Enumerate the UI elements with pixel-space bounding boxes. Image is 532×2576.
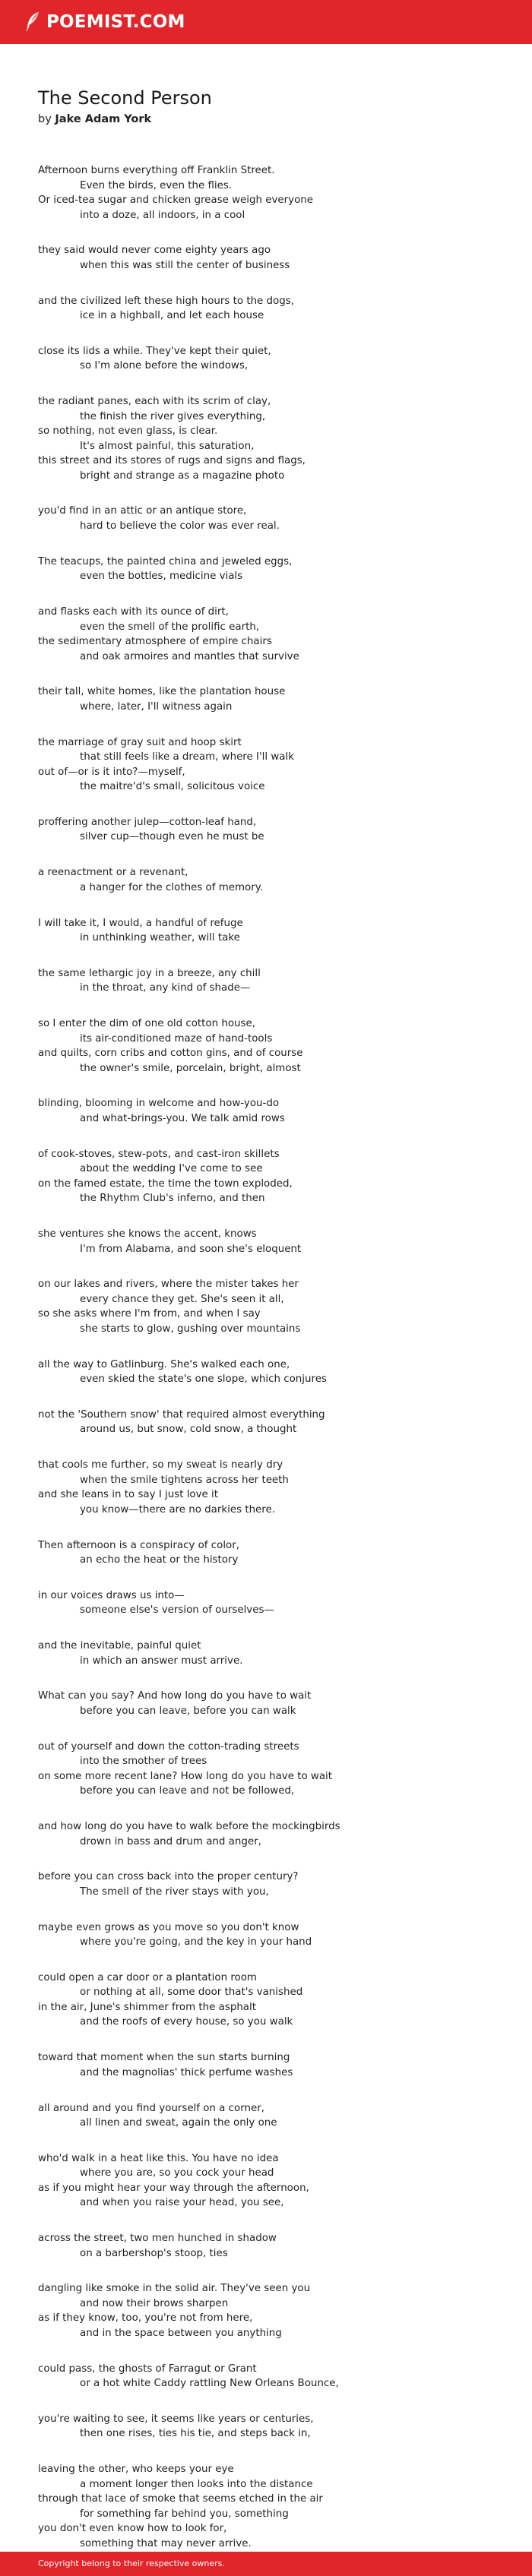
stanza xyxy=(38,1689,509,1718)
poem-line: blinding, blooming in welcome and how-you-do xyxy=(38,1098,280,1110)
stanza xyxy=(38,1458,509,1517)
poem-line: where you're going, and the key in your hand xyxy=(80,1936,312,1949)
poem-line: Then afternoon is a conspiracy of color, xyxy=(38,1539,240,1551)
poem-line: even skied the state's one slope, which conjures xyxy=(80,1373,327,1386)
site-logo-text xyxy=(46,10,185,34)
poem-line: before you can leave, before you can walk xyxy=(80,1705,296,1717)
poem-line: when this was still the center of business xyxy=(80,259,290,271)
poem-line: the maitre'd's small, solicitous voice xyxy=(80,781,265,793)
poem-line: the Rhythm Club's inferno, and then xyxy=(80,1193,265,1205)
stanza xyxy=(38,1971,509,2030)
stanza xyxy=(38,1147,509,1206)
poem-line: leaving the other, who keeps your eye xyxy=(38,2464,234,2476)
poem-line: this street and its stores of rugs and signs and flags, xyxy=(38,455,306,467)
poem-line: and quilts, corn cribs and cotton gins, and of course xyxy=(38,1048,303,1060)
poem-line: hard to believe the color was ever real. xyxy=(80,520,280,532)
stanza xyxy=(38,1408,509,1437)
poem-line: It's almost painful, this saturation, xyxy=(80,440,255,452)
stanza xyxy=(38,2050,509,2080)
poem-line: you don't even know how to look for, xyxy=(38,2523,227,2535)
poem-line: and now their brows sharpen xyxy=(80,2297,229,2309)
poem-line: around us, but snow, cold snow, a thought xyxy=(80,1424,297,1436)
poem-line: where you are, so you cock your head xyxy=(80,2167,274,2179)
poem-line: maybe even grows as you move so you don't know xyxy=(38,1921,299,1933)
poem-line: then one rises, ties his tie, and steps back in, xyxy=(80,2428,311,2440)
poem-line: and the inevitable, painful quiet xyxy=(38,1640,201,1652)
poem-line: who'd walk in a heat like this. You have no idea xyxy=(38,2152,279,2164)
stanza xyxy=(38,815,509,845)
stanza xyxy=(38,1819,509,1849)
poem-line: The smell of the river stays with you, xyxy=(80,1885,269,1898)
byline xyxy=(38,111,151,128)
stanza xyxy=(38,2362,509,2391)
poem-line: on our lakes and rivers, where the mister takes her xyxy=(38,1279,299,1291)
poem-line: you know—there are no darkies there. xyxy=(80,1503,276,1516)
poem-line: you're waiting to see, it seems like years or centuries, xyxy=(38,2413,314,2425)
poem-line: and she leans in to say I just love it xyxy=(38,1489,219,1501)
author-name[interactable]: Jake Adam York xyxy=(55,113,152,125)
stanza xyxy=(38,735,509,795)
poem-line: so she asks where I'm from, and when I say xyxy=(38,1308,261,1320)
poem-line: on a barbershop's stoop, ties xyxy=(80,2247,228,2259)
poem-line: the marriage of gray suit and hoop skirt xyxy=(38,736,242,748)
poem-line: before you can leave and not be followed, xyxy=(80,1785,295,1797)
poem-line: about the wedding I've come to see xyxy=(80,1163,263,1175)
poem-line: a reenactment or a revenant, xyxy=(38,867,188,879)
poem-line: silver cup—though even he must be xyxy=(80,831,264,843)
poem-line: of cook-stoves, stew-pots, and cast-iron skillets xyxy=(38,1148,280,1160)
poem-line: even the smell of the prolific earth, xyxy=(80,621,260,633)
poem-line: not the 'Southern snow' that required almost everything xyxy=(38,1408,325,1421)
poem-line: they said would never come eighty years ago xyxy=(38,245,271,257)
stanza xyxy=(38,294,509,324)
byline-prefix: by xyxy=(38,113,52,125)
poem-line: and when you raise your head, you see, xyxy=(80,2197,284,2209)
poem-line: so I enter the dim of one old cotton house, xyxy=(38,1018,255,1030)
site-logo-light: IST.COM xyxy=(103,12,185,32)
poem-line: toward that moment when the sun starts burning xyxy=(38,2052,290,2064)
poem-line: Afternoon burns everything off Franklin Street. xyxy=(38,165,275,176)
site-footer xyxy=(0,2552,532,2576)
poem-line: and what-brings-you. We talk amid rows xyxy=(80,1112,285,1124)
poem-line: Even the birds, even the flies. xyxy=(80,179,233,191)
copyright-notice: Copyright belong to their respective owners. xyxy=(38,2559,225,2568)
poem-line: you'd find in an attic or an antique store, xyxy=(38,505,247,517)
poem-line: The teacups, the painted china and jeweled eggs, xyxy=(38,555,293,567)
poem-line: and how long do you have to walk before the mockingbirds xyxy=(38,1821,340,1833)
poem-line: Or iced-tea sugar and chicken grease weigh everyone xyxy=(38,194,314,206)
stanza xyxy=(38,2101,509,2131)
stanza xyxy=(38,1227,509,1256)
poem-line: so nothing, not even glass, is clear. xyxy=(38,425,218,438)
poem-line: something that may never arrive. xyxy=(80,2537,252,2549)
poem-line: as if you might hear your way through the afternoon, xyxy=(38,2182,309,2194)
poem-line: and oak armoires and mantles that survive xyxy=(80,650,299,662)
stanza xyxy=(38,1277,509,1336)
stanza xyxy=(38,394,509,483)
poem-line: bright and strange as a magazine photo xyxy=(80,469,285,482)
stanza xyxy=(38,344,509,374)
stanza xyxy=(38,1588,509,1618)
poem-line: the finish the river gives everything, xyxy=(80,410,266,422)
poem-line: the sedimentary atmosphere of empire chairs xyxy=(38,636,272,648)
poem-line: the same lethargic joy in a breeze, any chill xyxy=(38,967,261,979)
poem-line: every chance they get. She's seen it all, xyxy=(80,1293,284,1305)
stanza xyxy=(38,2151,509,2211)
poem-line: I'm from Alabama, and soon she's eloquent xyxy=(80,1243,302,1255)
poem-line: and the roofs of every house, so you walk xyxy=(80,2016,293,2028)
poem-line: that cools me further, so my sweat is nearly dry xyxy=(38,1459,283,1471)
stanza xyxy=(38,1870,509,1899)
poem-line: as if they know, too, you're not from here, xyxy=(38,2312,253,2325)
poem-line: for something far behind you, something xyxy=(80,2508,289,2520)
poem-line: close its lids a while. They've kept their quiet, xyxy=(38,345,271,357)
stanza xyxy=(38,2412,509,2442)
poem-line: before you can cross back into the proper century? xyxy=(38,1871,299,1883)
poem-line: and the magnolias' thick perfume washes xyxy=(80,2066,293,2078)
stanza xyxy=(38,1016,509,1076)
poem-line: all linen and sweat, again the only one xyxy=(80,2117,277,2129)
poem-line: she starts to glow, gushing over mountains xyxy=(80,1323,301,1335)
site-logo[interactable] xyxy=(24,10,185,34)
poem-line: when the smile tightens across her teeth xyxy=(80,1474,289,1486)
poem-title: The Second Person xyxy=(38,87,212,109)
poem-line: could pass, the ghosts of Farragut or Grant xyxy=(38,2363,257,2375)
poem-line: or a hot white Caddy rattling New Orleans Bounce, xyxy=(80,2378,339,2390)
stanza xyxy=(38,1740,509,1799)
poem-body xyxy=(38,163,509,2572)
poem-line: so I'm alone before the windows, xyxy=(80,360,249,372)
stanza xyxy=(38,163,509,223)
stanza xyxy=(38,2462,509,2551)
stanza xyxy=(38,243,509,273)
poem-line: where, later, I'll witness again xyxy=(80,700,233,713)
poem-line: in our voices draws us into— xyxy=(38,1589,185,1601)
quill-pen-icon xyxy=(24,11,41,33)
poem-line: the radiant panes, each with its scrim of clay, xyxy=(38,396,271,408)
stanza xyxy=(38,1920,509,1950)
poem-line: in the air, June's shimmer from the asphalt xyxy=(38,2001,256,2013)
poem-line: into a doze, all indoors, in a cool xyxy=(80,209,245,221)
stanza xyxy=(38,1096,509,1126)
poem-line: across the street, two men hunched in shadow xyxy=(38,2233,277,2245)
stanza xyxy=(38,2281,509,2341)
stanza xyxy=(38,1538,509,1568)
poem-line: even the bottles, medicine vials xyxy=(80,571,243,583)
poem-line: a hanger for the clothes of memory. xyxy=(80,881,263,893)
poem-line: and flasks each with its ounce of dirt, xyxy=(38,606,229,618)
stanza xyxy=(38,2231,509,2261)
poem-line: that still feels like a dream, where I'll walk xyxy=(80,751,294,763)
poem-line: an echo the heat or the history xyxy=(80,1554,239,1566)
stanza xyxy=(38,865,509,895)
stanza xyxy=(38,1358,509,1387)
poem-line: or nothing at all, some door that's vanished xyxy=(80,1987,303,1999)
poem-line: their tall, white homes, like the plantation house xyxy=(38,686,286,698)
poem-line: and the civilized left these high hours to the dogs, xyxy=(38,295,294,307)
poem-line: the owner's smile, porcelain, bright, almost xyxy=(80,1062,301,1074)
stanza xyxy=(38,916,509,946)
stanza xyxy=(38,555,509,584)
poem-line: a moment longer then looks into the distance xyxy=(80,2478,313,2490)
poem-line: What can you say? And how long do you have to wait xyxy=(38,1690,312,1702)
stanza xyxy=(38,605,509,664)
poem-line: on some more recent lane? How long do you have to wait xyxy=(38,1770,333,1782)
poem-line: all the way to Gatlinburg. She's walked each one, xyxy=(38,1358,290,1370)
poem-line: I will take it, I would, a handful of refuge xyxy=(38,917,243,929)
poem-line: she ventures she knows the accent, knows xyxy=(38,1228,257,1241)
poem-line: in the throat, any kind of shade— xyxy=(80,982,251,994)
poem-line: and in the space between you anything xyxy=(80,2327,282,2339)
stanza xyxy=(38,1639,509,1668)
poem-line: its air-conditioned maze of hand-tools xyxy=(80,1032,273,1045)
poem-line: drown in bass and drum and anger, xyxy=(80,1835,261,1847)
poem-line: in which an answer must arrive. xyxy=(80,1655,243,1667)
poem-line: on the famed estate, the time the town exploded, xyxy=(38,1177,293,1190)
stanza xyxy=(38,504,509,533)
poem-line: proffering another julep—cotton-leaf hand, xyxy=(38,816,257,828)
poem-line: could open a car door or a plantation room xyxy=(38,1971,257,1983)
poem-line: out of yourself and down the cotton-trading streets xyxy=(38,1740,299,1753)
poem-line: through that lace of smoke that seems etched in the air xyxy=(38,2493,323,2505)
stanza xyxy=(38,684,509,714)
poem-line: out of—or is it into?—myself, xyxy=(38,766,185,778)
poem-line: in unthinking weather, will take xyxy=(80,932,240,944)
stanza xyxy=(38,966,509,996)
poem-line: ice in a highball, and let each house xyxy=(80,310,264,322)
poem-line: all around and you find yourself on a corner, xyxy=(38,2102,264,2114)
poem-line: dangling like smoke in the solid air. They've seen you xyxy=(38,2283,311,2295)
poem-line: someone else's version of ourselves— xyxy=(80,1604,274,1617)
site-header xyxy=(0,0,532,44)
site-logo-bold: POEM xyxy=(46,12,104,32)
poem-line: into the smother of trees xyxy=(80,1756,207,1768)
